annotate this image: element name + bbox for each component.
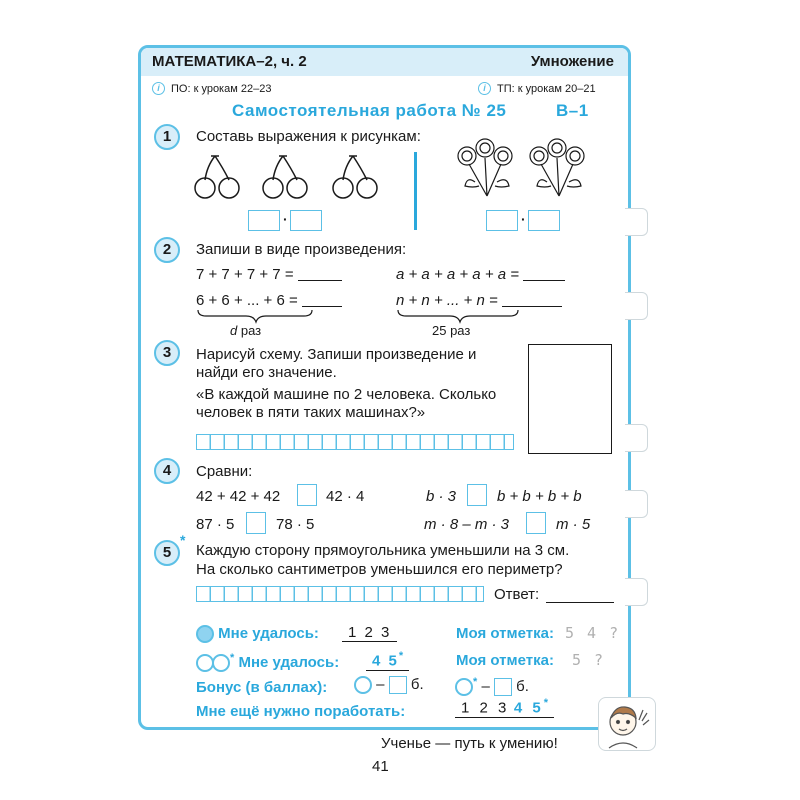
flowers-icon bbox=[455, 136, 605, 206]
answer-box[interactable] bbox=[528, 210, 560, 231]
topic-title: Умножение bbox=[530, 53, 614, 70]
compare-box[interactable] bbox=[246, 512, 266, 534]
side-tab bbox=[625, 424, 648, 452]
compare-box[interactable] bbox=[467, 484, 487, 506]
boy-icon bbox=[599, 698, 655, 750]
bonus-field-2: * – б. bbox=[455, 676, 529, 696]
multiply-dot: · bbox=[283, 211, 288, 227]
answer-cells[interactable] bbox=[196, 434, 514, 450]
expression-1: 7 + 7 + 7 + 7 = bbox=[196, 266, 342, 283]
task-5-number: 5 bbox=[154, 540, 180, 566]
brace-label-1: d раз bbox=[230, 323, 262, 338]
divider bbox=[414, 152, 417, 230]
cherries-icon bbox=[185, 150, 400, 205]
multiply-dot: · bbox=[521, 211, 526, 227]
task-4-text: Сравни: bbox=[196, 463, 253, 480]
expression-3: 6 + 6 + ... + 6 = bbox=[196, 292, 342, 309]
expression-4: n + n + ... + n = bbox=[396, 292, 562, 309]
compare-4-right: m · 5 bbox=[556, 516, 591, 533]
compare-2-left: b · 3 bbox=[426, 488, 457, 505]
drawing-box[interactable] bbox=[528, 344, 612, 454]
task-5-line-1: Каждую сторону прямоугольника уменьшили на 3 см. bbox=[196, 542, 570, 559]
ref-left: i ПО: к урокам 22–23 bbox=[152, 82, 271, 95]
compare-3-right: 78 · 5 bbox=[276, 516, 315, 533]
star-icon: * bbox=[180, 532, 186, 548]
task-2-number: 2 bbox=[154, 237, 180, 263]
compare-2-right: b + b + b + b bbox=[497, 488, 582, 505]
bonus-box[interactable] bbox=[494, 678, 512, 696]
task-4-number: 4 bbox=[154, 458, 180, 484]
bonus-field-1: – б. bbox=[354, 676, 424, 694]
compare-3-left: 87 · 5 bbox=[196, 516, 235, 533]
work-levels: 1 2 3 4 5* bbox=[455, 697, 554, 718]
bonus-box[interactable] bbox=[389, 676, 407, 694]
task-3-line-2: найди его значение. bbox=[196, 364, 337, 381]
side-tab bbox=[625, 578, 648, 606]
task-1-text: Составь выражения к рисункам: bbox=[196, 128, 421, 145]
circle-icon bbox=[354, 676, 372, 694]
brace-label-2: 25 раз bbox=[432, 323, 471, 338]
work-title: Самостоятельная работа № 25 bbox=[232, 101, 507, 120]
task-1-number: 1 bbox=[154, 124, 180, 150]
levels-1: 1 2 3 bbox=[342, 624, 397, 642]
answer-line[interactable] bbox=[546, 602, 614, 603]
circle-icon bbox=[212, 654, 230, 672]
side-tab bbox=[625, 208, 648, 236]
answer-line[interactable] bbox=[502, 306, 562, 307]
side-tab bbox=[625, 490, 648, 518]
answer-line[interactable] bbox=[302, 306, 342, 307]
ref-right: i ТП: к урокам 20–21 bbox=[478, 82, 596, 95]
levels-2: 4 5* bbox=[366, 650, 409, 671]
compare-1-left: 42 + 42 + 42 bbox=[196, 488, 281, 505]
task-3-line-1: Нарисуй схему. Запиши произведение и bbox=[196, 346, 477, 363]
book-title: МАТЕМАТИКА–2, ч. 2 bbox=[152, 53, 307, 70]
expression-2: a + a + a + a + a = bbox=[396, 266, 565, 283]
answer-cells[interactable] bbox=[196, 586, 484, 602]
work-label: Мне ещё нужно поработать: bbox=[196, 703, 406, 720]
info-icon: i bbox=[478, 82, 491, 95]
compare-1-right: 42 · 4 bbox=[326, 488, 365, 505]
variant-label: В–1 bbox=[556, 101, 589, 120]
compare-box[interactable] bbox=[297, 484, 317, 506]
task-3-number: 3 bbox=[154, 340, 180, 366]
task-2-text: Запиши в виде произведения: bbox=[196, 241, 407, 258]
answer-line[interactable] bbox=[523, 280, 565, 281]
page-number: 41 bbox=[372, 758, 389, 775]
info-icon: i bbox=[152, 82, 165, 95]
answer-line[interactable] bbox=[298, 280, 342, 281]
answer-box[interactable] bbox=[248, 210, 280, 231]
motto: Ученье — путь к умению! bbox=[381, 735, 558, 752]
task-5-line-2: На сколько сантиметров уменьшился его периметр? bbox=[196, 561, 563, 578]
circle-icon bbox=[455, 678, 473, 696]
filled-circle-icon bbox=[196, 625, 214, 643]
answer-box[interactable] bbox=[486, 210, 518, 231]
boy-illustration bbox=[598, 697, 656, 751]
grade-label-2: Моя отметка: bbox=[456, 652, 554, 669]
compare-box[interactable] bbox=[526, 512, 546, 534]
bonus-label: Бонус (в баллах): bbox=[196, 679, 328, 696]
task-3-line-3: «В каждой машине по 2 человека. Сколько bbox=[196, 386, 497, 403]
answer-label: Ответ: bbox=[494, 586, 540, 603]
task-3-line-4: человек в пяти таких машинах?» bbox=[196, 404, 426, 421]
compare-4-left: m · 8 – m · 3 bbox=[424, 516, 510, 533]
answer-box[interactable] bbox=[290, 210, 322, 231]
grade-value-1: 5 4 ? bbox=[565, 624, 621, 642]
self-check-row-1: Мне удалось: bbox=[196, 625, 319, 643]
self-check-row-2: * Мне удалось: bbox=[196, 652, 339, 672]
side-tab bbox=[625, 292, 648, 320]
brace bbox=[196, 308, 576, 324]
grade-label-1: Моя отметка: bbox=[456, 625, 554, 642]
grade-value-2: 5 ? bbox=[572, 651, 606, 669]
